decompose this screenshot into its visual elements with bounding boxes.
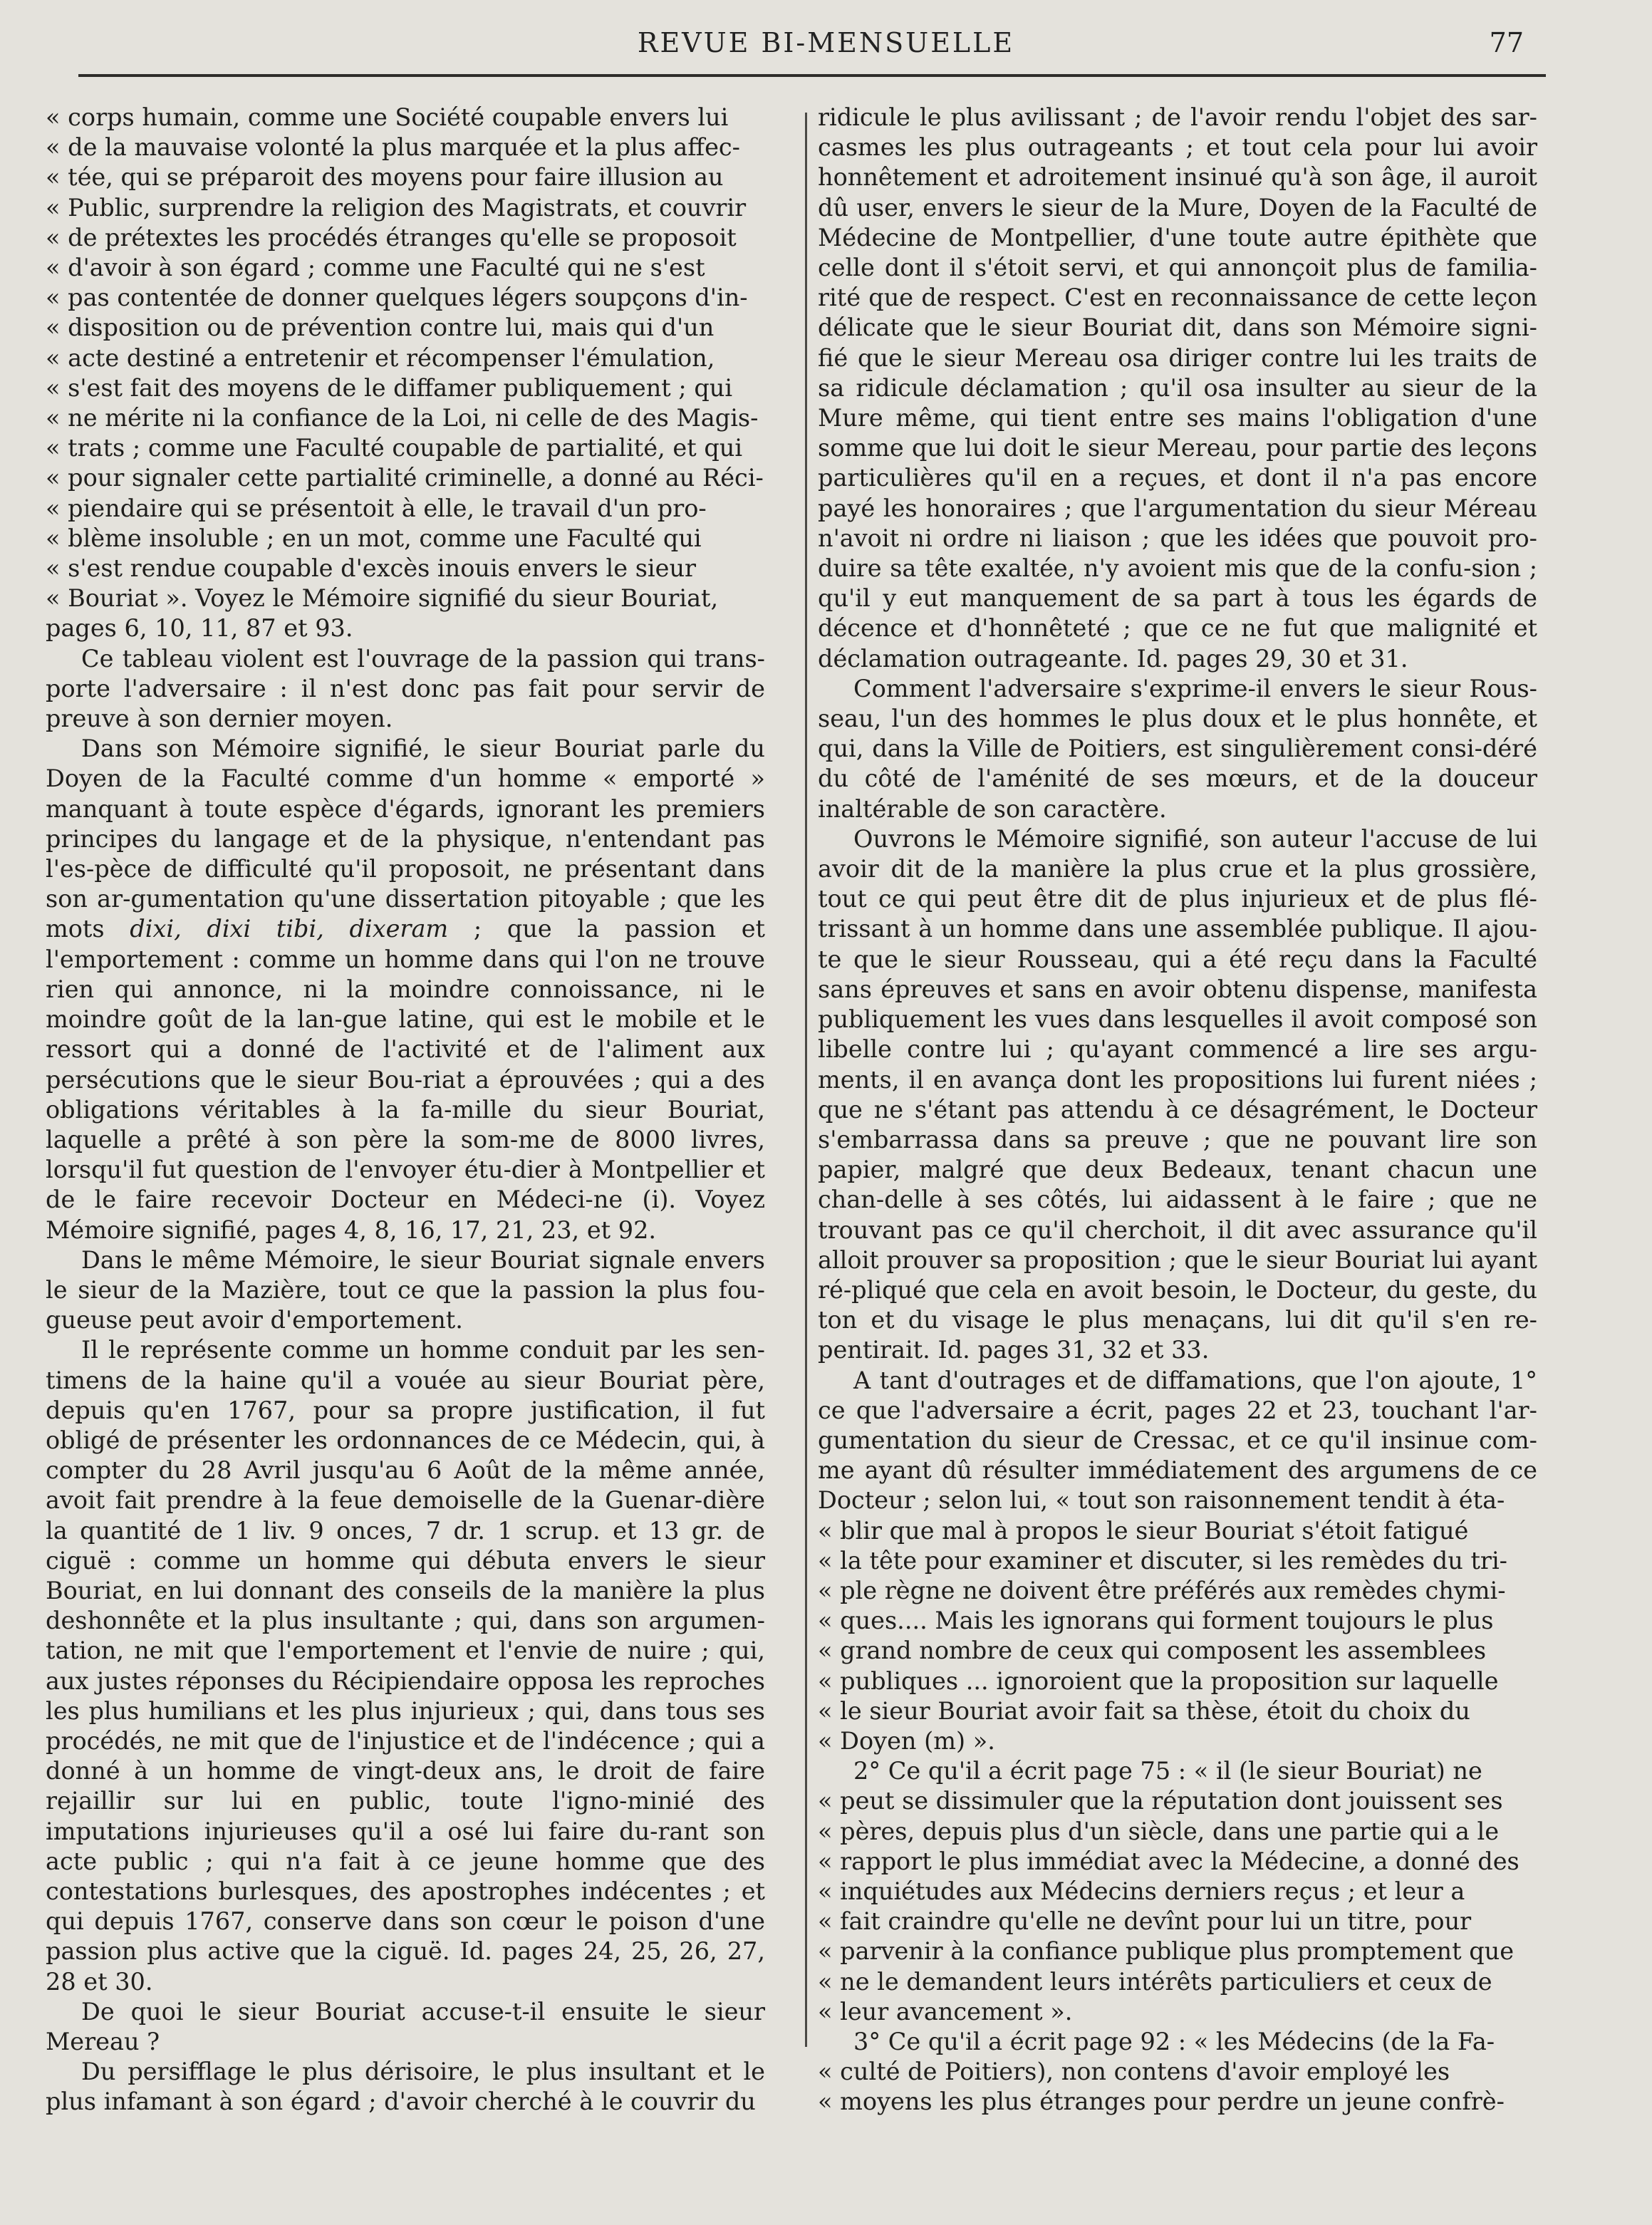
quote-block [818, 2057, 1537, 2117]
quote-line: « blir que mal à propos le sieur Bouriat s'étoit fatigué [818, 1516, 1469, 1545]
paragraph: Comment l'adversaire s'exprime-il envers le sieur Rous-seau, l'un des hommes le plus doux et le plus honnête, et qui, dans la Ville de Poitiers, est singulièrement consi-déré du côté de l'aménité de ses mœurs, et de la douceur inaltérable de son caractère. [818, 674, 1537, 823]
running-title: REVUE BI-MENSUELLE [637, 27, 1015, 58]
quote-line: « s'est rendue coupable d'excès inouis envers le sieur [46, 554, 697, 583]
quote-line: « corps humain, comme une Société coupable envers lui [46, 103, 729, 131]
page-number: 77 [1489, 27, 1524, 58]
quote-line: « leur avancement ». [818, 1997, 1073, 2026]
quote-line: « ple règne ne doivent être préférés aux remèdes chymi- [818, 1576, 1506, 1604]
paragraph-text: ; que la passion et l'emportement : comme un homme dans qui l'on ne trouve rien qui annonce, ni la moindre connoissance, ni le moindre goût de la lan-gue latine, qui est le mobile et le ressort qui a donné de l'activité et de l'aliment aux persécutions que le sieur Bou-riat a éprouvées ; qui a des obligations véritables à la fa-mille du sieur Bouriat, laquelle a prêté à son père la som-me de 8000 livres, lorsqu'il fut question de l'envoyer étu-dier à Montpellier et de le faire recevoir Docteur en Médeci-ne (i). Voyez Mémoire signifié, pages 4, 8, 16, 17, 21, 23, et 92. [46, 915, 766, 1244]
quote-line: « la tête pour examiner et discuter, si les remèdes du tri- [818, 1546, 1507, 1575]
quote-line: « publiques ... ignoroient que la proposition sur laquelle [818, 1666, 1499, 1695]
quote-line: « ne le demandent leurs intérêts particuliers et ceux de [818, 1967, 1492, 1996]
quote-line: « disposition ou de prévention contre lui, mais qui d'un [46, 313, 715, 342]
quote-block [818, 1786, 1537, 2027]
paragraph [46, 734, 765, 1245]
quote-line: « de prétextes les procédés étranges qu'elle se proposoit [46, 223, 737, 251]
quote-line: « Doyen (m) ». [818, 1726, 995, 1755]
quote-line: « s'est fait des moyens de le diffamer publiquement ; qui [46, 373, 733, 402]
quote-line: « acte destiné a entretenir et récompenser l'émulation, [46, 343, 715, 372]
column-divider [805, 113, 807, 2047]
latin-phrase: dixi, dixi tibi, [130, 915, 324, 943]
paragraph: ridicule le plus avilissant ; de l'avoir rendu l'objet des sar-casmes les plus outrageants ; et tout cela pour lui avoir honnêtement et adroitement insinué qu'à son âge, il auroit dû user, envers le sieur de la Mure, Doyen de la Faculté de Médecine de Montpellier, d'une toute autre épithète que celle dont il s'étoit servi, et qui annonçoit plus de familia-rité que de respect. C'est en reconnaissance de cette leçon délicate que le sieur Bouriat dit, dans son Mémoire signi-fié que le sieur Mereau osa diriger contre lui les traits de sa ridicule déclamation ; qu'il osa insulter au sieur de la Mure même, qui tient entre ses mains l'obligation d'une somme que lui doit le sieur Mereau, pour partie des leçons particulières qu'il en a reçues, et dont il n'a pas encore payé les honoraires ; que l'argumentation du sieur Méreau n'avoit ni ordre ni liaison ; que les idées que pouvoit pro-duire sa tête exaltée, n'y avoient mis que de la confu-sion ; qu'il y eut manquement de sa part à tous les égards de décence et d'honnêteté ; que ce ne fut que malignité et déclamation outrageante. Id. pages 29, 30 et 31. [818, 103, 1537, 673]
quote-line: « d'avoir à son égard ; comme une Faculté qui ne s'est [46, 254, 705, 282]
quote-line: « Bouriat ». Voyez le Mémoire signifié du sieur Bouriat, [46, 584, 719, 613]
header-rule [78, 74, 1546, 77]
quote-line: « grand nombre de ceux qui composent les assemblees [818, 1637, 1487, 1665]
quote-citation: pages 6, 10, 11, 87 et 93. [46, 614, 353, 643]
paragraph: Dans le même Mémoire, le sieur Bouriat signale envers le sieur de la Mazière, tout ce que la passion la plus fou-gueuse peut avoir d'emportement. [46, 1245, 765, 1334]
paragraph: A tant d'outrages et de diffamations, que l'on ajoute, 1° ce que l'adversaire a écrit, pages 22 et 23, touchant l'ar-gumentation du sieur de Cressac, et ce qu'il insinue com-me ayant dû résulter immédiatement des argumens de ce Docteur ; selon lui, « tout son raisonnement tendit à éta- [818, 1366, 1537, 1515]
paragraph: 3° Ce qu'il a écrit page 92 : « les Médecins (de la Fa- [853, 2028, 1495, 2055]
right-column [818, 103, 1537, 2116]
latin-phrase: dixeram [349, 915, 449, 943]
paragraph: Du persifflage le plus dérisoire, le plus insultant et le plus infamant à son égard ; d'avoir cherché à le couvrir du [46, 2058, 765, 2116]
quote-line: « inquiétudes aux Médecins derniers reçus ; et leur a [818, 1877, 1465, 1905]
quote-block [818, 1516, 1537, 1757]
quote-line: « moyens les plus étranges pour perdre un jeune confrè- [818, 2087, 1505, 2116]
quote-block [46, 103, 765, 613]
paragraph: 2° Ce qu'il a écrit page 75 : « il (le sieur Bouriat) ne [853, 1757, 1482, 1785]
quote-line: « culté de Poitiers), non contens d'avoir employé les [818, 2058, 1450, 2086]
quote-line: « fait craindre qu'elle ne devînt pour lui un titre, pour [818, 1907, 1472, 1936]
paragraph: Ouvrons le Mémoire signifié, son auteur l'accuse de lui avoir dit de la manière la plus crue et la plus grossière, tout ce qui peut être dit de plus injurieux et de plus flé-trissant à un homme dans une assemblée publique. Il ajou-te que le sieur Rousseau, qui a été reçu dans la Faculté sans épreuves et sans en avoir obtenu dispense, manifesta publiquement les vues dans lesquelles il avoit composé son libelle contre lui ; qu'ayant commencé a lire ses argu-ments, il en avança dont les propositions lui furent niées ; que ne s'étant pas attendu à ce désagrément, le Docteur s'embarrassa dans sa preuve ; que ne pouvant lire son papier, malgré que deux Bedeaux, tenant chacun une chan-delle à ses côtés, lui aidassent à le faire ; que ne trouvant pas ce qu'il cherchoit, il dit avec assurance qu'il alloit prouver sa proposition ; que le sieur Bouriat lui ayant ré-pliqué que cela en avoit besoin, le Docteur, du geste, du ton et du visage le plus menaçans, lui dit qu'il s'en re-pentirait. Id. pages 31, 32 et 33. [818, 824, 1537, 1364]
quote-line: « pères, depuis plus d'un siècle, dans une partie qui a le [818, 1817, 1500, 1845]
quote-line: « pas contentée de donner quelques légers soupçons d'in- [46, 284, 748, 312]
quote-line: « le sieur Bouriat avoir fait sa thèse, étoit du choix du [818, 1696, 1470, 1725]
running-head [0, 21, 1652, 64]
quote-line: « tée, qui se préparoit des moyens pour faire illusion au [46, 163, 724, 192]
quote-line: « parvenir à la confiance publique plus promptement que [818, 1937, 1515, 1966]
paragraph-text: Dans son Mémoire signifié, le sieur Bouriat parle du Doyen de la Faculté comme d'un homme « emporté » manquant à toute espèce d'égards, ignorant les premiers principes du langage et de la physique, n'entendant pas l'es-pèce de difficulté qu'il proposoit, ne présentant dans son ar-gumentation qu'une dissertation pitoyable ; que les mots [46, 735, 765, 943]
quote-line: « trats ; comme une Faculté coupable de partialité, et qui [46, 434, 743, 462]
quote-line: « de la mauvaise volonté la plus marquée et la plus affec- [46, 133, 740, 162]
quote-line: « piendaire qui se présentoit à elle, le travail d'un pro- [46, 494, 707, 522]
quote-line: « ques.... Mais les ignorans qui forment toujours le plus [818, 1607, 1494, 1635]
quote-line: « rapport le plus immédiat avec la Médecine, a donné des [818, 1847, 1519, 1875]
quote-line: « pour signaler cette partialité criminelle, a donné au Réci- [46, 464, 764, 492]
left-column [46, 103, 766, 2116]
quote-line: « peut se dissimuler que la réputation dont jouissent ses [818, 1787, 1503, 1815]
paragraph: Il le représente comme un homme conduit par les sen-timens de la haine qu'il a vouée au sieur Bouriat père, depuis qu'en 1767, pour sa propre justification, il fut obligé de présenter les ordonnances de ce Médecin, qui, à compter du 28 Avril jusqu'au 6 Août de la même année, avoit fait prendre à la feue demoiselle de la Guenar-dière la quantité de 1 liv. 9 onces, 7 dr. 1 scrup. et 13 gr. de ciguë : comme un homme qui débuta envers le sieur Bouriat, en lui donnant des conseils de la manière la plus deshonnête et la plus insultante ; qui, dans son argumen-tation, ne mit que l'emportement et l'envie de nuire ; qui, aux justes réponses du Récipiendaire opposa les reproches les plus humilians et les plus injurieux ; qui, dans tous ses procédés, ne mit que de l'injustice et de l'indécence ; qui a donné à un homme de vingt-deux ans, le droit de faire rejaillir sur lui en public, toute l'igno-minié des imputations injurieuses qu'il a osé lui faire du-rant son acte public ; qui n'a fait à ce jeune homme que des contestations burlesques, des apostrophes indécentes ; et qui depuis 1767, conserve dans son cœur le poison d'une passion plus active que la ciguë. Id. pages 24, 25, 26, 27, 28 et 30. [46, 1336, 765, 1996]
quote-line: « ne mérite ni la confiance de la Loi, ni celle de des Magis- [46, 404, 759, 432]
quote-line: « blème insoluble ; en un mot, comme une Faculté qui [46, 524, 702, 552]
paragraph: Ce tableau violent est l'ouvrage de la passion qui trans-porte l'adversaire : il n'est donc pas fait pour servir de preuve à son dernier moyen. [46, 644, 765, 733]
paragraph: De quoi le sieur Bouriat accuse-t-il ensuite le sieur Mereau ? [46, 1997, 765, 2055]
quote-line: « Public, surprendre la religion des Magistrats, et couvrir [46, 193, 747, 222]
